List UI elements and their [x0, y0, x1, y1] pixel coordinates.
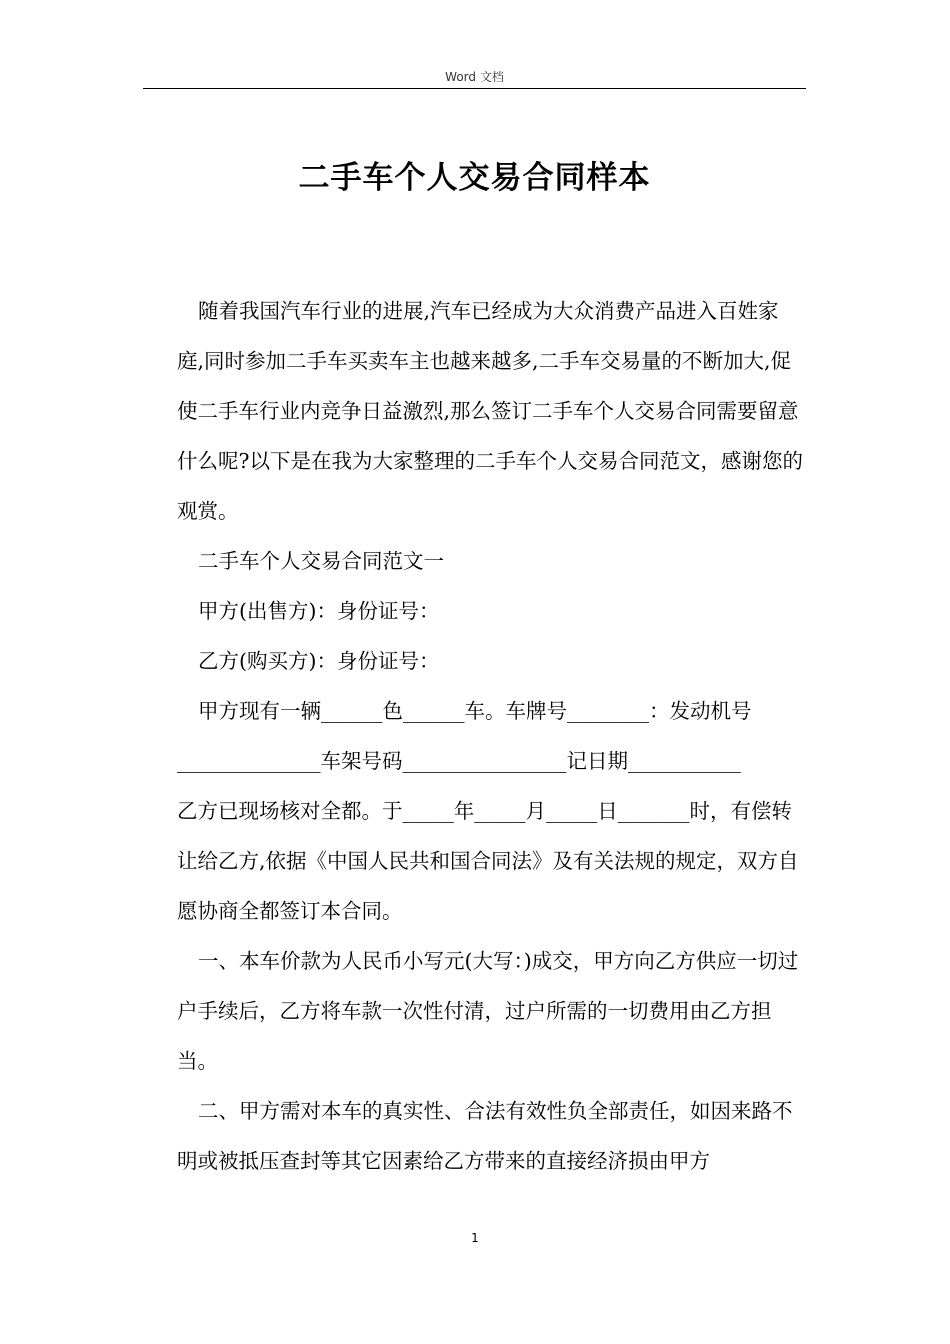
paragraph-party-a: 甲方(出售方)：身份证号：	[198, 599, 440, 623]
page-header	[143, 66, 806, 89]
paragraph-intro: 随着我国汽车行业的进展,汽车已经成为大众消费产品进入百姓家庭,同时参加二手车买卖车主也越来越多,二手车交易量的不断加大,促使二手车行业内竞争日益激烈,那么签订二手车个人交易合同需要留意什么呢?以下是在我为大家整理的二手车个人交易合同范文，感谢您的观赏。	[177, 299, 803, 523]
paragraph-party-b: 乙方(购买方)：身份证号：	[198, 649, 440, 673]
document-title: 二手车个人交易合同样本	[298, 160, 651, 196]
paragraph-vehicle-info-continued: ______________车架号码________________记日期___________	[177, 749, 741, 773]
document-body	[177, 286, 805, 1186]
paragraph-transfer: 乙方已现场核对全都。于_____年_____月_____日_______时，有偿转让给乙方,依据《中国人民共和国合同法》及有关法规的规定，双方自愿协商全都签订本合同。	[177, 799, 799, 923]
page-number: 1	[471, 1231, 479, 1245]
paragraph-clause-1: 一、本车价款为人民币小写元(大写：)成交，甲方向乙方供应一切过户手续后，乙方将车款一次性付清，过户所需的一切费用由乙方担当。	[177, 949, 799, 1073]
paragraph-section-heading: 二手车个人交易合同范文一	[198, 549, 444, 573]
paragraph-clause-2: 二、甲方需对本车的真实性、合法有效性负全部责任，如因来路不明或被抵压查封等其它因素给乙方带来的直接经济损由甲方	[177, 1099, 793, 1173]
header-text: Word 文档	[445, 70, 504, 84]
paragraph-vehicle-info: 甲方现有一辆______色______车。车牌号________：发动机号	[198, 699, 752, 723]
